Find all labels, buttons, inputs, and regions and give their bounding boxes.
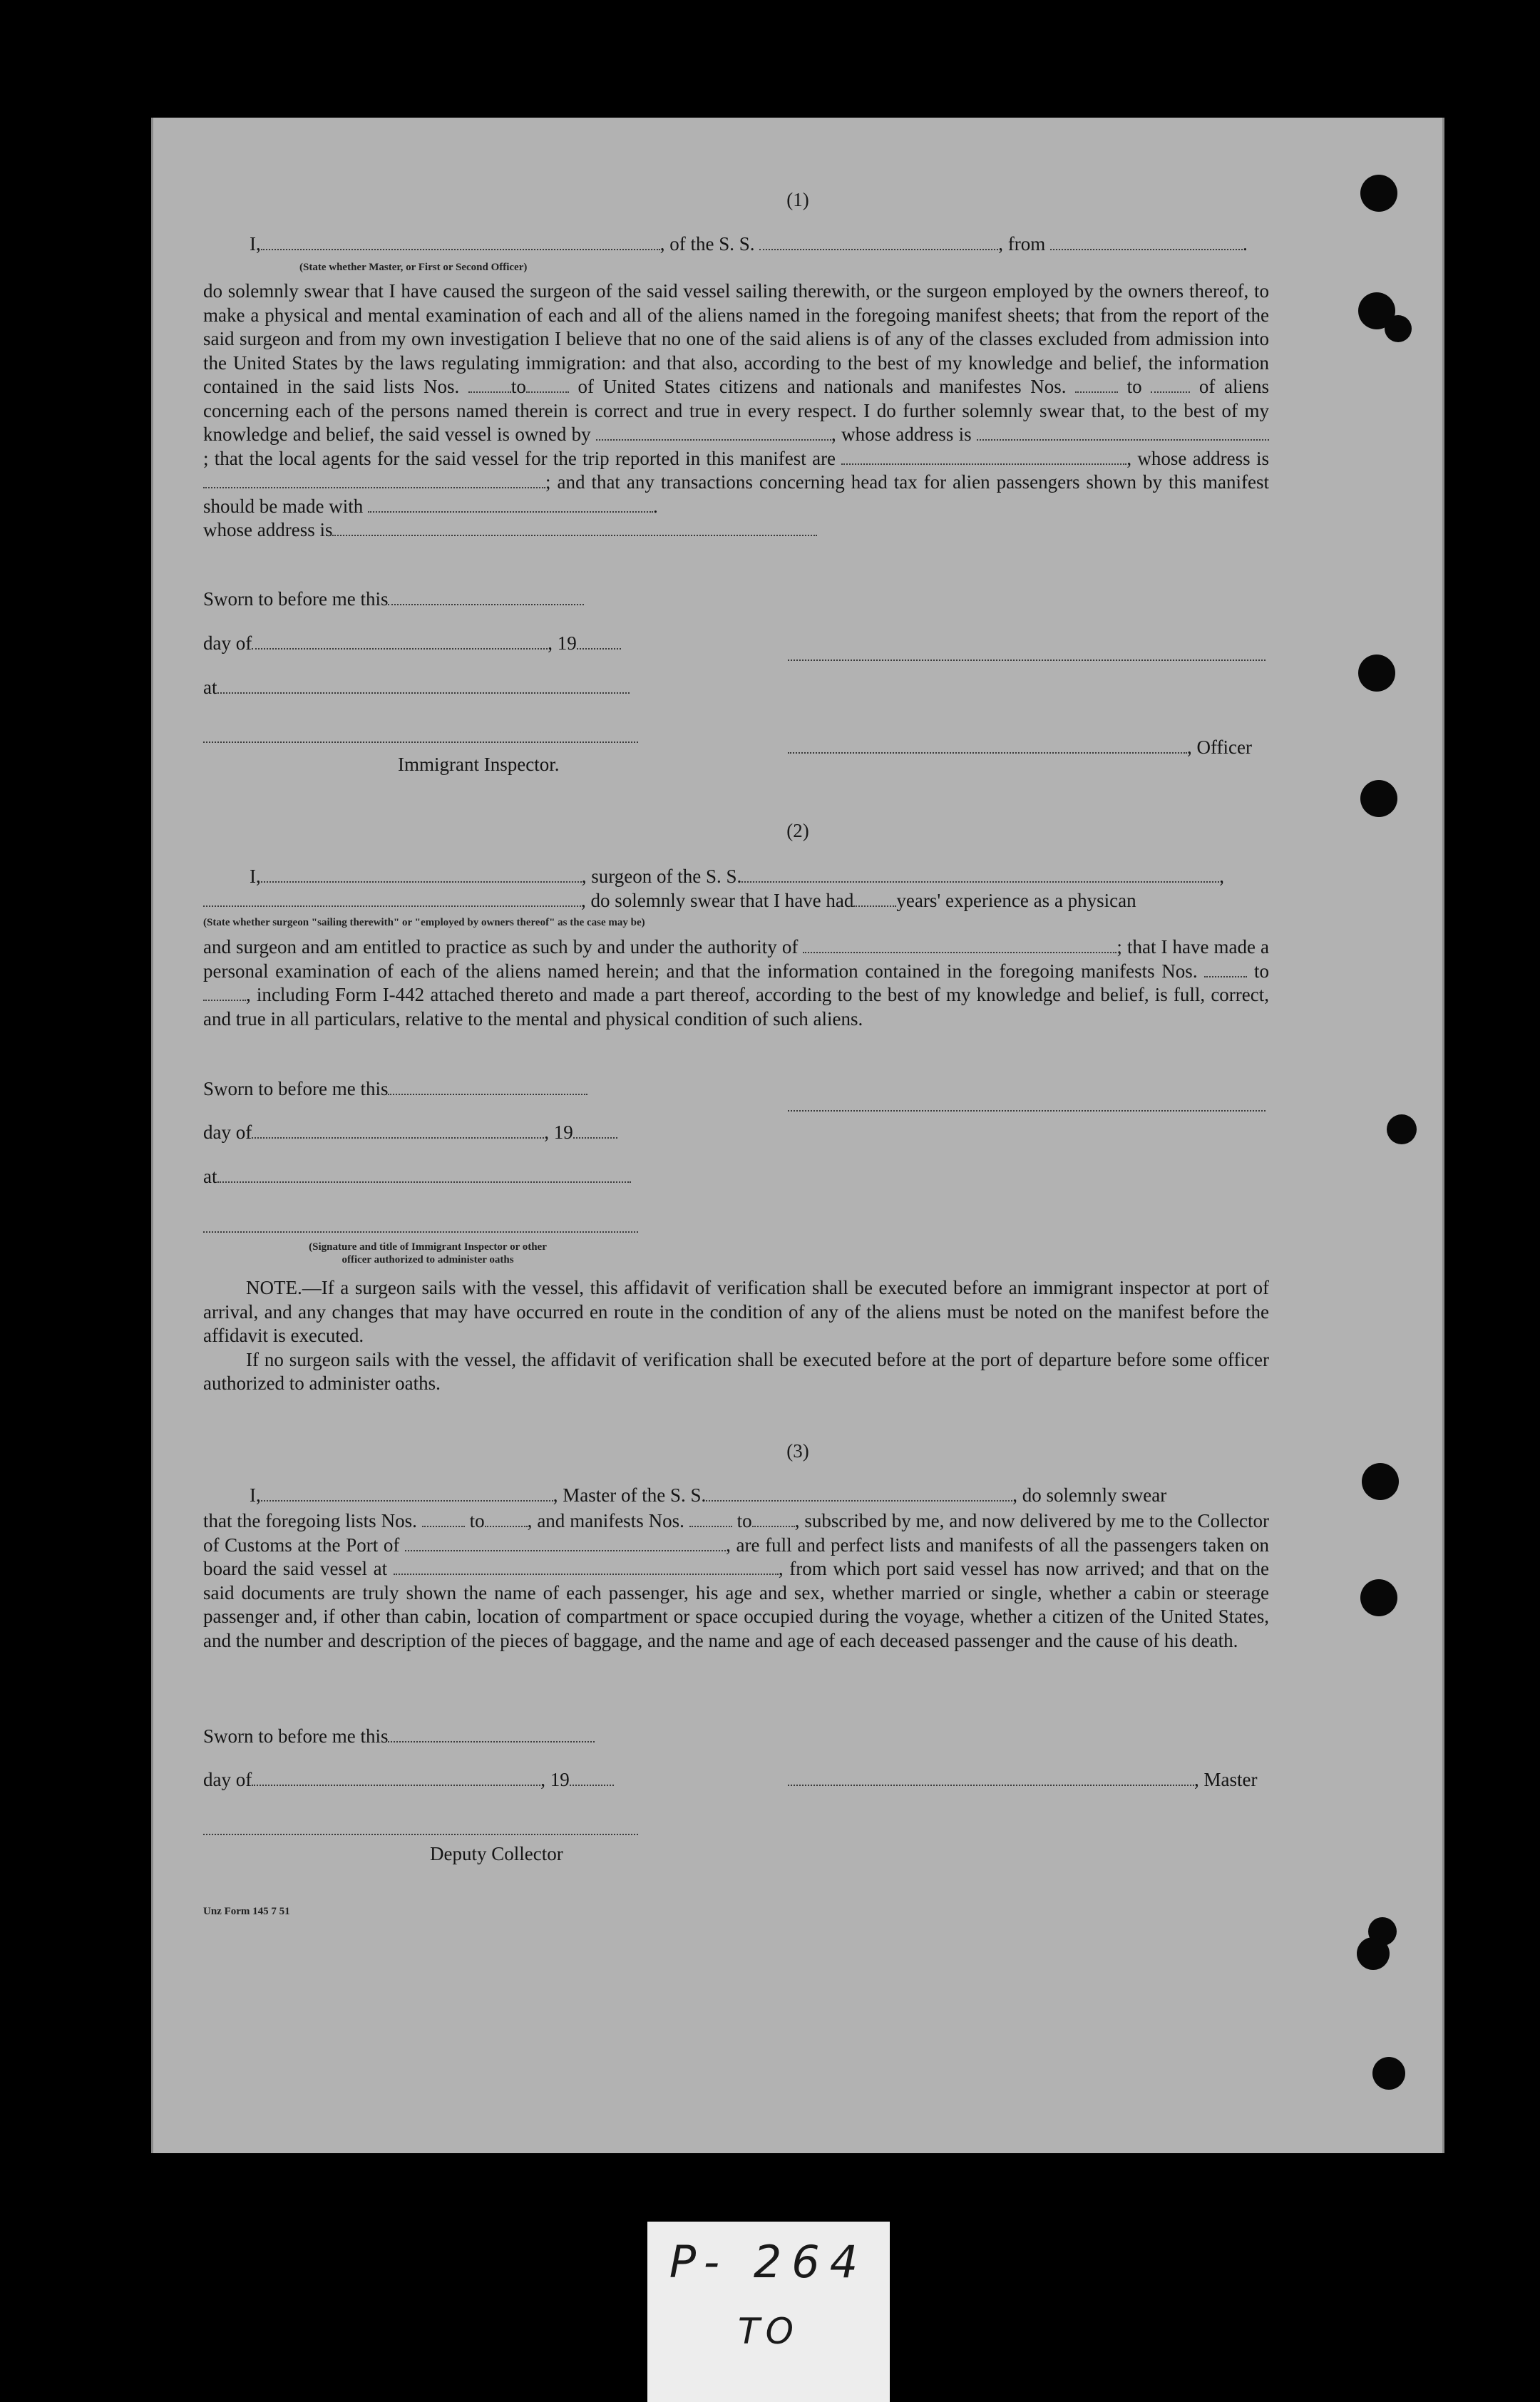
section-1-sworn: Sworn to before me this [203,588,584,610]
punch-hole-7 [1362,1463,1399,1500]
section-1-day-of: day of , 19 [203,632,621,655]
section-2-inspector-line [203,1216,638,1238]
section-1-paragraph: do solemnly swear that I have caused the surgeon of the said vessel sailing therewith, or the surgeon employed by the owners thereof, to make a physical and mental examination of each and all of the aliens named in the foregoing manifest sheets; that from the report of the said surgeon and from my own investigation I believe that no one of the said aliens is of any of the classes excluded from admission into the United States by the laws regulating immigration: and that also, according to the best of my knowledge and belief, the information contained in the said lists Nos. to of United States citizens and nationals and manifestes Nos. to of aliens concerning each of the persons named therein is correct and true in every respect. I do further solemnly swear that, to the best of my knowledge and belief, the said vessel is owned by , whose address is ; that the local agents for the said vessel for the trip reported in this manifest are , whose address is ; and that any transactions concerning head tax for alien passengers shown by this manifest should be made with . whose address is [203,280,1269,540]
punch-hole-11 [1372,2057,1405,2090]
section-1-caption: (State whether Master, or First or Second Officer) [299,262,528,273]
section-2-at: at [203,1166,631,1188]
section-2-number: (2) [786,820,809,841]
section-2-sworn: Sworn to before me this [203,1078,587,1100]
punch-hole-8 [1360,1579,1397,1616]
form-page [151,118,1444,2153]
section-2-signature-caption: (Signature and title of Immigrant Inspector or other officer authorized to administer oaths [309,1241,547,1266]
section-1-signature-line [788,644,1266,666]
page-number-text: P- 264 [669,2236,868,2288]
punch-hole-6 [1387,1114,1417,1144]
section-2-line-2: , do solemnly swear that I have had years' experience as a physican [203,890,1136,912]
punch-hole-5 [1360,780,1397,817]
section-3-day-of: day of , 19 [203,1769,614,1791]
section-2-day-of: day of , 19 [203,1122,617,1144]
section-3-paragraph: that the foregoing lists Nos. to , and manifests Nos. to , subscribed by me, and now delivered by me to the Collector of Customs at the Port of , are full and perfect lists and manifests of all the passengers taken on board the said vessel at , from which port said vessel has now arrived; and that on the said documents are truly shown the name of each passenger, his age and sex, whether married or single, whether a cabin or steerage passenger and, if other than cabin, location of compartment or space occupied during the voyage, whether a citizen of the United States, and the number and description of the pieces of baggage, and the name and age of each deceased passenger and the cause of his death. [203,1510,1269,1651]
page-number-suffix: TO [738,2311,799,2352]
section-1-number: (1) [786,189,809,210]
section-2-caption: (State whether surgeon "sailing therewith" or "employed by owners thereof" as the case may be) [203,917,645,928]
section-3-number: (3) [786,1440,809,1462]
form-number: Unz Form 145 7 51 [203,1906,290,1917]
section-1-inspector-caption: Immigrant Inspector. [398,754,560,775]
section-2-paragraph: and surgeon and am entitled to practice as such by and under the authority of ; that I have made a personal examination of each of the aliens named herein; and that the information contained in the foregoing manifests Nos. to, including Form I-442 attached thereto and made a part thereof, according to the best of my knowledge and belief, is full, correct, and true in all particulars, relative to the mental and physical condition of such aliens. [203,936,1270,1030]
section-1-body [203,279,1269,543]
section-3-master-line: , Master [788,1769,1257,1791]
page-number-label [647,2222,890,2402]
note-1: NOTE.—If a surgeon sails with the vessel, this affidavit of verification shall be executed before an immigrant inspector at port of arrival, and any changes that may have occurred en route in the condition of any of the aliens must be noted on the manifest before the affidavit is executed. [203,1277,1269,1346]
section-3-line-1: I, , Master of the S. S. , do solemnly swear [250,1484,1167,1506]
section-1-at: at [203,677,630,699]
section-3-sworn: Sworn to before me this [203,1725,595,1747]
section-2-line-1: I, , surgeon of the S. S. , [250,866,1225,887]
section-2-body [203,935,1269,1031]
section-3-collector-line [203,1818,638,1840]
note-2: If no surgeon sails with the vessel, the affidavit of verification shall be executed before at the port of departure before some officer authorized to administer oaths. [203,1348,1269,1394]
section-2-signature-line [788,1094,1266,1117]
punch-hole-4 [1358,655,1395,692]
section-2-notes [203,1276,1269,1396]
section-1-inspector-line [203,726,638,748]
punch-hole-10 [1357,1937,1390,1970]
section-1-line-1: I, , of the S. S. , from . [250,233,1248,255]
punch-hole-3 [1385,315,1412,342]
section-3-collector-caption: Deputy Collector [430,1843,563,1864]
section-3-body [203,1509,1269,1653]
section-1-officer-line: , Officer [788,736,1252,759]
